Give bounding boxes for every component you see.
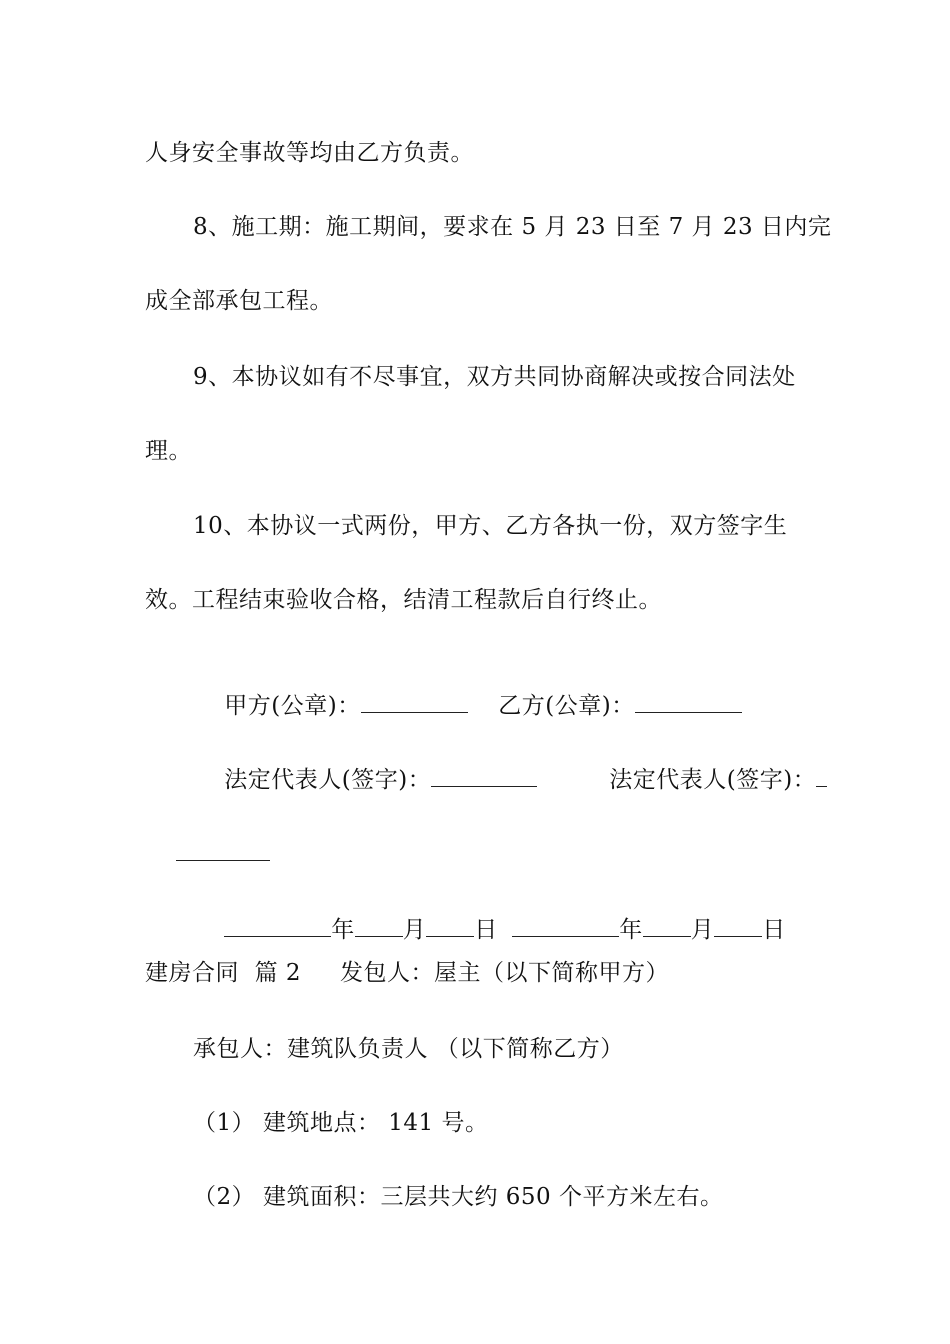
rep-a-label: 法定代表人(签字)： (224, 767, 432, 793)
clause-8-line-1: 8、施工期：施工期间，要求在 5 月 23 日至 7 月 23 日内完 (193, 214, 832, 240)
date-b-day-label: 日 (762, 917, 786, 943)
clause-9-line-1: 9、本协议如有不尽事宜，双方共同协商解决或按合同法处 (193, 364, 796, 390)
clause-9-line-2: 理。 (145, 438, 192, 464)
rep-b-label: 法定代表人(签字)： (609, 767, 817, 793)
date-a-month-blank[interactable] (355, 914, 403, 937)
date-b-day-blank[interactable] (714, 914, 762, 937)
date-b-year-blank[interactable] (512, 914, 619, 937)
clause-8-line-2: 成全部承包工程。 (145, 288, 333, 314)
rep-b-row (578, 734, 827, 825)
date-a-day-label: 日 (474, 917, 498, 943)
date-b-month-label: 月 (690, 917, 715, 943)
date-a-year-label: 年 (331, 917, 355, 943)
date-a-year-blank[interactable] (224, 914, 331, 937)
date-b-month-blank[interactable] (643, 914, 691, 937)
clause-10-line-2: 效。工程结束验收合格，结清工程款后自行终止。 (145, 587, 662, 613)
date-a-day-blank[interactable] (426, 914, 474, 937)
employer-line: 发包人：屋主（以下简称甲方） (340, 960, 669, 986)
party-a-seal-label: 甲方(公章)： (224, 693, 361, 719)
party-b-seal-label: 乙方(公章)： (498, 693, 635, 719)
date-b-year-label: 年 (619, 917, 643, 943)
item-1-line: （1） 建筑地点： 141 号。 (193, 1110, 489, 1136)
date-a-month-label: 月 (402, 917, 427, 943)
contractor-line: 承包人：建筑队负责人 （以下简称乙方） (193, 1036, 624, 1062)
item-2-line: （2） 建筑面积：三层共大约 650 个平方米左右。 (193, 1184, 724, 1210)
party-a-seal-blank[interactable] (361, 690, 468, 713)
section-2-heading: 建房合同 篇 2 (145, 960, 302, 986)
paragraph-line: 人身安全事故等均由乙方负责。 (145, 140, 474, 166)
party-b-seal-blank[interactable] (635, 690, 742, 713)
rep-b-blank-start[interactable] (816, 764, 827, 787)
clause-10-line-1: 10、本协议一式两份，甲方、乙方各执一份，双方签字生 (193, 513, 788, 539)
rep-a-blank[interactable] (431, 764, 537, 787)
rep-b-blank-continued[interactable] (176, 838, 270, 861)
